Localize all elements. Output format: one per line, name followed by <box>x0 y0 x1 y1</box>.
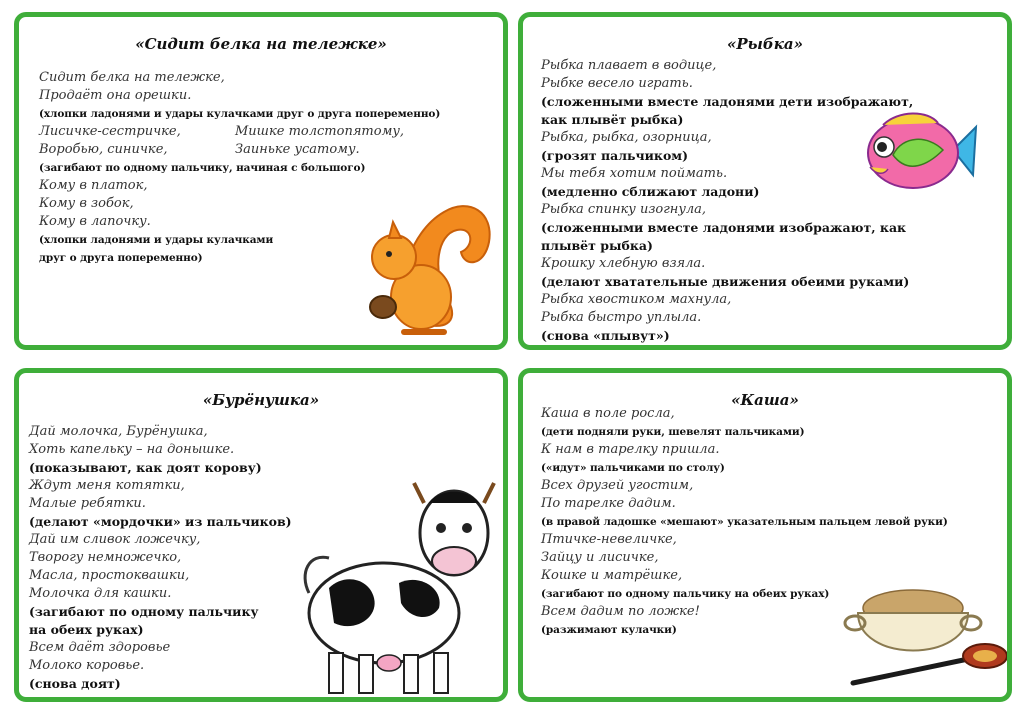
verse-line: Малые ребятки. <box>29 496 146 511</box>
verse-line: Всем дадим по ложке! <box>541 604 700 619</box>
instruction-line: (снова доят) <box>29 676 121 691</box>
verse-line: Крошку хлебную взяла. <box>541 256 706 271</box>
instruction-line: (загибают по одному пальчику <box>29 604 259 619</box>
verse-line: Молочка для кашки. <box>29 586 172 601</box>
verse-line: Птичке-невеличке, <box>541 532 677 547</box>
instruction-line: как плывёт рыбка) <box>541 112 684 127</box>
verse-line: Дай молочка, Бурёнушка, <box>29 424 208 439</box>
verse-line: Кому в платок, <box>39 178 148 193</box>
instruction-line: (сложенными вместе ладонями изображают, как <box>541 220 907 235</box>
instruction-line: на обеих руках) <box>29 622 144 637</box>
verse-line: Творогу немножечко, <box>29 550 182 565</box>
verse-line: Рыбка быстро уплыла. <box>541 310 702 325</box>
squirrel-illustration <box>349 172 499 342</box>
verse-line: Зайцу и лисичке, <box>541 550 659 565</box>
porridge-bowl-illustration <box>833 578 1008 698</box>
verse-line: Всех друзей угостим, <box>541 478 694 493</box>
instruction-line: (медленно сближают ладони) <box>541 184 760 199</box>
instruction-line: (разжимают кулачки) <box>541 624 677 636</box>
verse-part-left: Лисичке-сестричке, <box>39 124 181 139</box>
verse-line: Молоко коровье. <box>29 658 145 673</box>
verse-line: Продаёт она орешки. <box>39 88 192 103</box>
instruction-line: (грозят пальчиком) <box>541 148 689 163</box>
fish-illustration <box>858 105 978 200</box>
instruction-line: (хлопки ладонями и удары кулачками друг о друга попеременно) <box>39 108 441 120</box>
verse-part-right: Заиньке усатому. <box>235 142 360 157</box>
verse-line: К нам в тарелку пришла. <box>541 442 720 457</box>
verse-line: Рыбке весело играть. <box>541 76 693 91</box>
instruction-line: (в правой ладошке «мешают» указательным пальцем левой руки) <box>541 516 948 528</box>
verse-line: Кошке и матрёшке, <box>541 568 683 583</box>
card-title: «Бурёнушка» <box>202 391 320 409</box>
verse-part-left: Воробью, синичке, <box>39 142 168 157</box>
instruction-line: (показывают, как доят корову) <box>29 460 262 475</box>
verse-line: Кому в зобок, <box>39 196 134 211</box>
card-title: «Сидит белка на тележке» <box>135 35 387 53</box>
instruction-line: (хлопки ладонями и удары кулачками <box>39 234 274 246</box>
instruction-line: плывёт рыбка) <box>541 238 653 253</box>
instruction-line: (делают хватательные движения обеими руками) <box>541 274 910 289</box>
verse-line: Масла, простоквашки, <box>29 568 190 583</box>
card-fish <box>518 12 1012 350</box>
verse-line <box>39 141 493 159</box>
verse-line: Рыбка хвостиком махнула, <box>541 292 732 307</box>
verse-line: Рыбка, рыбка, озорница, <box>541 130 712 145</box>
card-cow <box>14 368 508 702</box>
poem-lines <box>541 57 997 345</box>
verse-line: По тарелке дадим. <box>541 496 676 511</box>
card-title: «Каша» <box>731 391 799 409</box>
verse-line: Каша в поле росла, <box>541 406 675 421</box>
verse-line: Всем даёт здоровье <box>29 640 171 655</box>
instruction-line: (загибают по одному пальчику, начиная с большого) <box>39 162 366 174</box>
instruction-line: («идут» пальчиками по столу) <box>541 462 725 474</box>
instruction-line: (загибают по одному пальчику на обеих руках) <box>541 588 830 600</box>
instruction-line: (сложенными вместе ладонями дети изображают, <box>541 94 914 109</box>
verse-line: Хоть капельку – на донышке. <box>29 442 235 457</box>
verse-line: Мы тебя хотим поймать. <box>541 166 728 181</box>
instruction-line: (снова «плывут») <box>541 328 670 343</box>
card-squirrel <box>14 12 508 350</box>
instruction-line: друг о друга попеременно) <box>39 252 203 264</box>
cow-illustration <box>289 473 504 698</box>
verse-part-right: Мишке толстопятому, <box>235 124 405 139</box>
verse-line: Сидит белка на тележке, <box>39 70 225 85</box>
verse-line: Кому в лапочку. <box>39 214 151 229</box>
verse-line <box>39 123 493 141</box>
instruction-line: (делают «мордочки» из пальчиков) <box>29 514 292 529</box>
instruction-line: (дети подняли руки, шевелят пальчиками) <box>541 426 805 438</box>
card-title: «Рыбка» <box>727 35 803 53</box>
verse-line: Рыбка плавает в водице, <box>541 58 717 73</box>
card-porridge <box>518 368 1012 702</box>
verse-line: Ждут меня котятки, <box>29 478 185 493</box>
verse-line: Рыбка спинку изогнула, <box>541 202 707 217</box>
verse-line: Дай им сливок ложечку, <box>29 532 201 547</box>
